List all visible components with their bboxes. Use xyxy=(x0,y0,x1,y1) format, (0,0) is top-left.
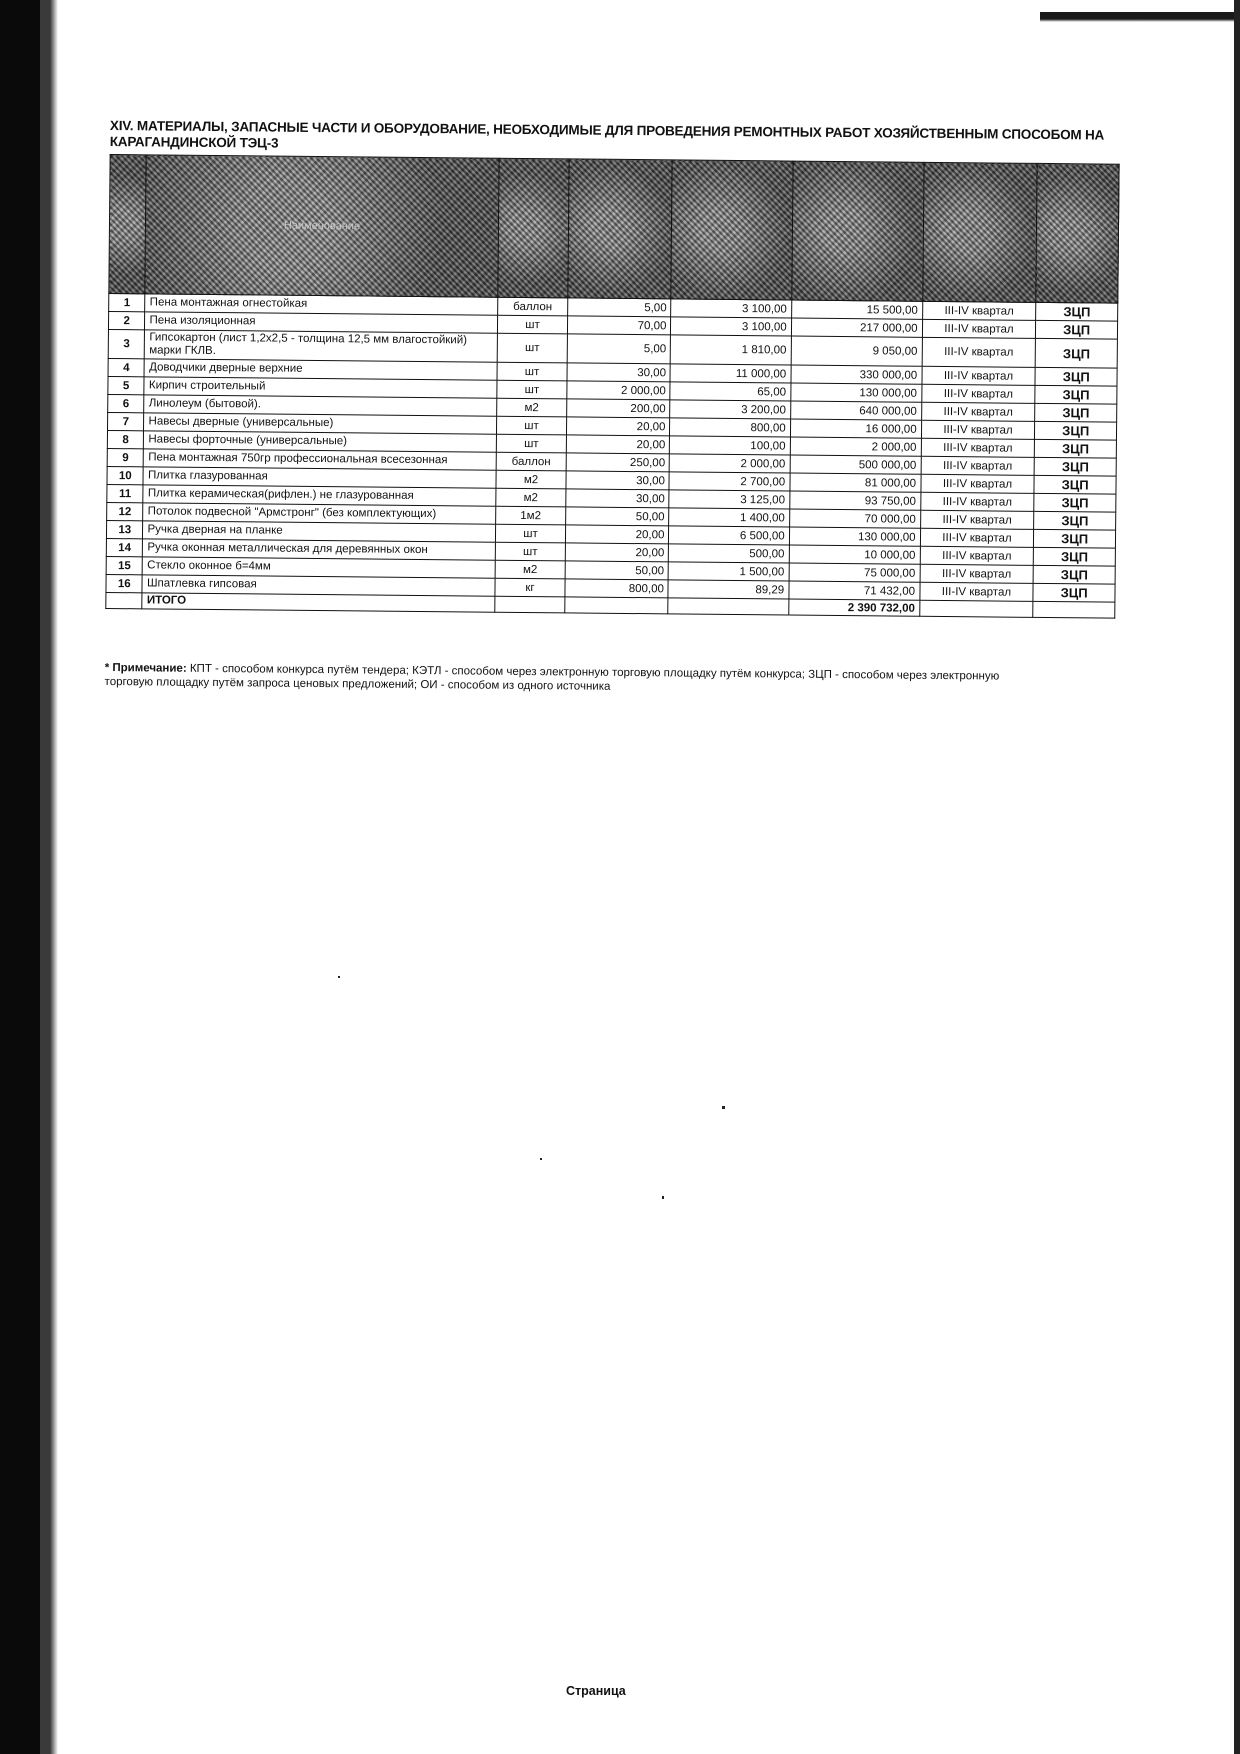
cell-qty: 2 000,00 xyxy=(567,381,670,400)
cell-sum: 217 000,00 xyxy=(791,318,922,337)
scan-edge-left xyxy=(0,0,58,1754)
cell-qty: 50,00 xyxy=(565,561,668,580)
cell-qty: 30,00 xyxy=(566,471,669,490)
cell-num: 9 xyxy=(107,448,144,466)
cell-period: III-IV квартал xyxy=(921,456,1035,475)
total-period-cell xyxy=(919,600,1033,617)
cell-unit: шт xyxy=(497,333,568,363)
cell-sum: 75 000,00 xyxy=(789,563,920,582)
cell-qty: 30,00 xyxy=(567,363,670,382)
document-page xyxy=(105,118,1120,699)
cell-period: III-IV квартал xyxy=(920,582,1034,601)
header-name-cell: Наименование xyxy=(145,155,498,297)
total-num-cell xyxy=(106,592,143,608)
cell-unit: м2 xyxy=(495,560,566,579)
cell-method: ЗЦП xyxy=(1034,475,1116,494)
cell-qty: 20,00 xyxy=(566,543,669,562)
cell-num: 7 xyxy=(108,412,145,430)
cell-num: 16 xyxy=(106,574,143,592)
cell-sum: 70 000,00 xyxy=(789,509,920,528)
footnote-text: КПТ - способом конкурса путём тендера; КЭТЛ - способом через электронную торговую площадку путём конкурса; ЗЦП - способом через электронную торговую площадку путём запроса ценовых предложений; ОИ - способом из одного источника xyxy=(104,662,1000,693)
cell-unit: шт xyxy=(497,362,568,381)
cell-unit: баллон xyxy=(496,452,567,471)
cell-price: 3 125,00 xyxy=(669,490,789,509)
cell-period: III-IV квартал xyxy=(922,366,1036,385)
scan-speck xyxy=(540,1158,542,1160)
cell-period: III-IV квартал xyxy=(920,546,1034,565)
cell-name: Стекло оконное б=4мм xyxy=(143,557,495,578)
cell-name: Потолок подвесной "Армстронг" (без комплектующих) xyxy=(143,503,495,524)
cell-qty: 5,00 xyxy=(568,298,671,317)
cell-name: Навесы форточные (универсальные) xyxy=(144,431,496,452)
cell-price: 2 000,00 xyxy=(670,454,790,473)
header-method-cell xyxy=(1036,163,1119,303)
cell-qty: 20,00 xyxy=(567,435,670,454)
cell-name: Пена монтажная огнестойкая xyxy=(145,294,497,315)
header-period-cell xyxy=(922,162,1037,302)
cell-method: ЗЦП xyxy=(1035,439,1117,458)
cell-name: Шпатлевка гипсовая xyxy=(142,575,494,596)
footnote-lead: * Примечание: xyxy=(104,661,187,675)
cell-method: ЗЦП xyxy=(1036,320,1118,339)
cell-price: 1 400,00 xyxy=(669,508,789,527)
cell-name: Пена монтажная 750гр профессиональная всесезонная xyxy=(144,449,496,470)
cell-sum: 330 000,00 xyxy=(791,365,922,384)
cell-period: III-IV квартал xyxy=(921,384,1035,403)
total-label: ИТОГО xyxy=(142,593,494,612)
cell-unit: м2 xyxy=(495,488,566,507)
cell-num: 2 xyxy=(108,311,145,329)
cell-price: 89,29 xyxy=(668,580,788,599)
cell-method: ЗЦП xyxy=(1034,457,1116,476)
cell-num: 14 xyxy=(106,538,143,556)
cell-qty: 30,00 xyxy=(566,489,669,508)
cell-num: 12 xyxy=(107,502,144,520)
cell-num: 13 xyxy=(106,520,143,538)
cell-sum: 640 000,00 xyxy=(790,401,921,420)
cell-price: 1 500,00 xyxy=(669,562,789,581)
cell-unit: м2 xyxy=(496,398,567,417)
header-qty-cell xyxy=(568,159,672,299)
cell-name: Ручка дверная на планке xyxy=(143,521,495,542)
cell-method: ЗЦП xyxy=(1036,338,1118,368)
total-sum: 2 390 732,00 xyxy=(788,599,919,616)
footnote xyxy=(105,661,1035,698)
cell-price: 3 100,00 xyxy=(671,317,791,336)
cell-name: Гипсокартон (лист 1,2х2,5 - толщина 12,5 мм влагостойкий) марки ГКЛВ. xyxy=(145,330,497,362)
cell-name: Пена изоляционная xyxy=(145,312,497,333)
cell-name: Доводчики дверные верхние xyxy=(145,359,497,380)
cell-unit: шт xyxy=(496,416,567,435)
cell-period: III-IV квартал xyxy=(921,474,1035,493)
total-price-cell xyxy=(668,598,788,615)
cell-price: 500,00 xyxy=(669,544,789,563)
cell-unit: м2 xyxy=(496,470,567,489)
cell-price: 11 000,00 xyxy=(670,364,790,383)
cell-num: 10 xyxy=(107,466,144,484)
header-num-cell xyxy=(109,155,147,294)
cell-price: 3 200,00 xyxy=(670,400,790,419)
header-unit-cell xyxy=(497,158,569,298)
cell-name: Ручка оконная металлическая для деревянных окон xyxy=(143,539,495,560)
cell-sum: 16 000,00 xyxy=(790,419,921,438)
header-sum-cell xyxy=(791,161,923,301)
cell-unit: шт xyxy=(496,380,567,399)
cell-unit: баллон xyxy=(497,297,568,316)
cell-num: 11 xyxy=(107,484,144,502)
cell-qty: 70,00 xyxy=(568,316,671,335)
cell-qty: 250,00 xyxy=(567,453,670,472)
total-unit-cell xyxy=(494,596,565,613)
cell-sum: 130 000,00 xyxy=(789,527,920,546)
cell-unit: кг xyxy=(494,578,565,597)
cell-price: 6 500,00 xyxy=(669,526,789,545)
cell-sum: 93 750,00 xyxy=(789,491,920,510)
cell-price: 2 700,00 xyxy=(669,472,789,491)
cell-method: ЗЦП xyxy=(1035,403,1117,422)
cell-period: III-IV квартал xyxy=(920,492,1034,511)
cell-method: ЗЦП xyxy=(1036,302,1118,321)
cell-method: ЗЦП xyxy=(1034,511,1116,530)
cell-num: 15 xyxy=(106,556,143,574)
cell-period: III-IV квартал xyxy=(922,301,1036,320)
cell-method: ЗЦП xyxy=(1034,529,1116,548)
cell-method: ЗЦП xyxy=(1033,565,1115,584)
cell-period: III-IV квартал xyxy=(921,438,1035,457)
cell-name: Кирпич строительный xyxy=(144,377,496,398)
cell-sum: 2 000,00 xyxy=(790,437,921,456)
cell-num: 4 xyxy=(108,358,145,376)
cell-qty: 5,00 xyxy=(568,334,671,364)
cell-price: 1 810,00 xyxy=(671,335,791,365)
cell-num: 8 xyxy=(107,430,144,448)
document-title: XIV. МАТЕРИАЛЫ, ЗАПАСНЫЕ ЧАСТИ И ОБОРУДОВАНИЕ, НЕОБХОДИМЫЕ ДЛЯ ПРОВЕДЕНИЯ РЕМОНТНЫХ РАБОТ ХОЗЯЙСТВЕННЫМ СПОСОБОМ НА КАРАГАНДИНСКОЙ ТЭЦ-3 xyxy=(109,118,1105,151)
cell-price: 3 100,00 xyxy=(671,299,791,318)
cell-method: ЗЦП xyxy=(1035,385,1117,404)
cell-method: ЗЦП xyxy=(1034,493,1116,512)
page-footer: Страница xyxy=(566,1684,626,1698)
cell-qty: 20,00 xyxy=(566,525,669,544)
total-method-cell xyxy=(1033,601,1115,618)
cell-name: Плитка глазурованная xyxy=(143,467,495,488)
cell-period: III-IV квартал xyxy=(920,510,1034,529)
cell-qty: 800,00 xyxy=(565,579,668,598)
materials-table xyxy=(105,154,1119,619)
cell-num: 1 xyxy=(109,293,146,311)
cell-unit: шт xyxy=(496,434,567,453)
cell-unit: 1м2 xyxy=(495,506,566,525)
cell-sum: 71 432,00 xyxy=(789,581,920,600)
cell-price: 65,00 xyxy=(670,382,790,401)
cell-period: III-IV квартал xyxy=(921,402,1035,421)
cell-price: 800,00 xyxy=(670,418,790,437)
cell-period: III-IV квартал xyxy=(922,337,1036,367)
cell-num: 3 xyxy=(108,329,145,358)
cell-name: Плитка керамическая(рифлен.) не глазурованная xyxy=(143,485,495,506)
cell-method: ЗЦП xyxy=(1034,547,1116,566)
cell-num: 6 xyxy=(108,394,145,412)
scan-speck xyxy=(722,1106,725,1109)
scan-speck xyxy=(662,1196,664,1199)
cell-sum: 10 000,00 xyxy=(789,545,920,564)
cell-num: 5 xyxy=(108,376,145,394)
scan-speck xyxy=(338,976,340,978)
header-price-cell xyxy=(671,160,793,300)
cell-method: ЗЦП xyxy=(1035,367,1117,386)
cell-unit: шт xyxy=(495,542,566,561)
scan-edge-right xyxy=(1234,0,1240,1754)
cell-method: ЗЦП xyxy=(1033,583,1115,602)
table-header-row xyxy=(109,155,1119,304)
cell-period: III-IV квартал xyxy=(920,528,1034,547)
cell-price: 100,00 xyxy=(670,436,790,455)
cell-period: III-IV квартал xyxy=(920,564,1034,583)
cell-qty: 20,00 xyxy=(567,417,670,436)
cell-sum: 81 000,00 xyxy=(790,473,921,492)
cell-name: Линолеум (бытовой). xyxy=(144,395,496,416)
scan-edge-top xyxy=(1040,10,1240,24)
cell-qty: 50,00 xyxy=(566,507,669,526)
cell-name: Навесы дверные (универсальные) xyxy=(144,413,496,434)
cell-unit: шт xyxy=(495,524,566,543)
cell-sum: 500 000,00 xyxy=(790,455,921,474)
cell-sum: 9 050,00 xyxy=(791,336,922,366)
cell-period: III-IV квартал xyxy=(922,319,1036,338)
total-qty-cell xyxy=(565,597,668,614)
cell-method: ЗЦП xyxy=(1035,421,1117,440)
cell-qty: 200,00 xyxy=(567,399,670,418)
cell-unit: шт xyxy=(497,315,568,334)
cell-sum: 130 000,00 xyxy=(790,383,921,402)
cell-sum: 15 500,00 xyxy=(791,300,922,319)
cell-period: III-IV квартал xyxy=(921,420,1035,439)
